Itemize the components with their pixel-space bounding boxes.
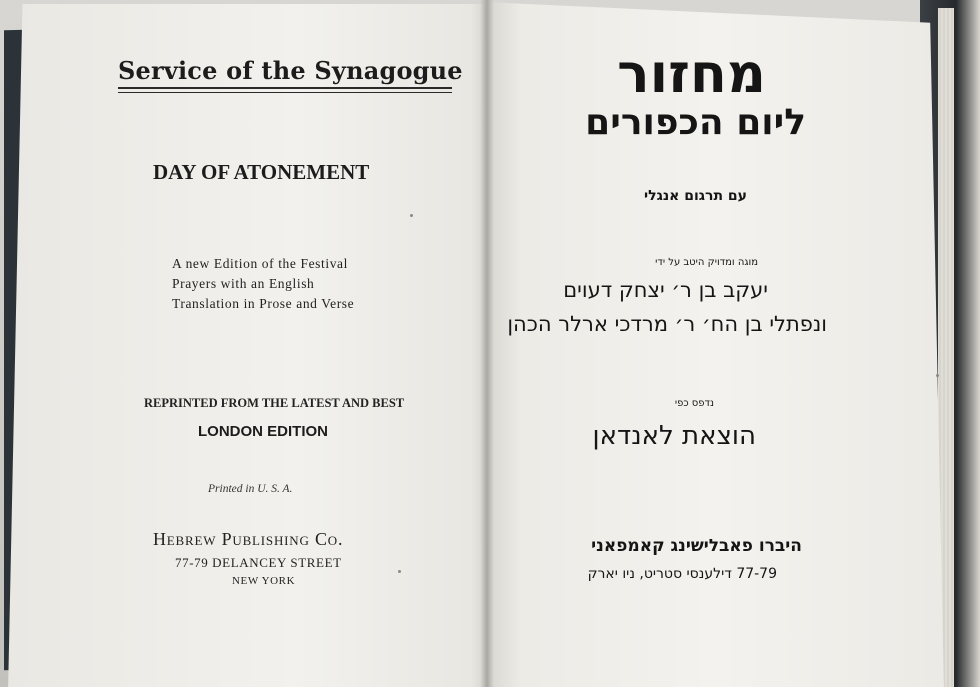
title-rule	[118, 87, 452, 89]
english-subtitle: DAY OF ATONEMENT	[153, 160, 370, 184]
book-gutter	[480, 0, 494, 687]
hebrew-printed-as: נדפס כפי	[674, 398, 714, 409]
hebrew-edited-by: מוגה ומדויק היטב על ידי	[655, 257, 758, 268]
publisher-street: 77-79 DELANCEY STREET	[175, 555, 342, 570]
paper-speck	[398, 570, 401, 573]
edition-description	[172, 254, 392, 314]
publisher-name: Hebrew Publishing Co.	[153, 529, 344, 549]
hebrew-translation-note: עם תרגום אנגלי	[643, 188, 747, 204]
hebrew-editor-2: ונפתלי בן הח׳ ר׳ מרדכי ארלר הכהן	[507, 312, 827, 336]
edition-name: LONDON EDITION	[198, 423, 328, 440]
printed-in-note: Printed in U. S. A.	[208, 483, 293, 495]
title-rule-thin	[118, 92, 452, 93]
paper-speck	[410, 214, 413, 217]
description-line: Translation in Prose and Verse	[172, 296, 355, 311]
publisher-city: NEW YORK	[232, 575, 296, 587]
hebrew-title: מחזור	[617, 42, 766, 105]
reprint-note: REPRINTED FROM THE LATEST AND BEST	[144, 396, 405, 410]
hebrew-edition-name: הוצאת לאנדאן	[592, 421, 756, 451]
hebrew-publisher: היברו פאבלישינג קאמפאני	[591, 536, 802, 556]
paper-speck	[936, 374, 939, 377]
hebrew-editor-1: יעקב בן ר׳ יצחק דעוים	[563, 278, 768, 302]
description-line: A new Edition of the Festival	[172, 256, 349, 271]
english-title: Service of the Synagogue	[118, 56, 463, 85]
hebrew-subtitle: ליום הכפורים	[585, 102, 806, 143]
hebrew-address: 77-79 דילענסי סטריט, ניו יארק	[587, 566, 777, 582]
description-line: Prayers with an English	[172, 276, 315, 291]
